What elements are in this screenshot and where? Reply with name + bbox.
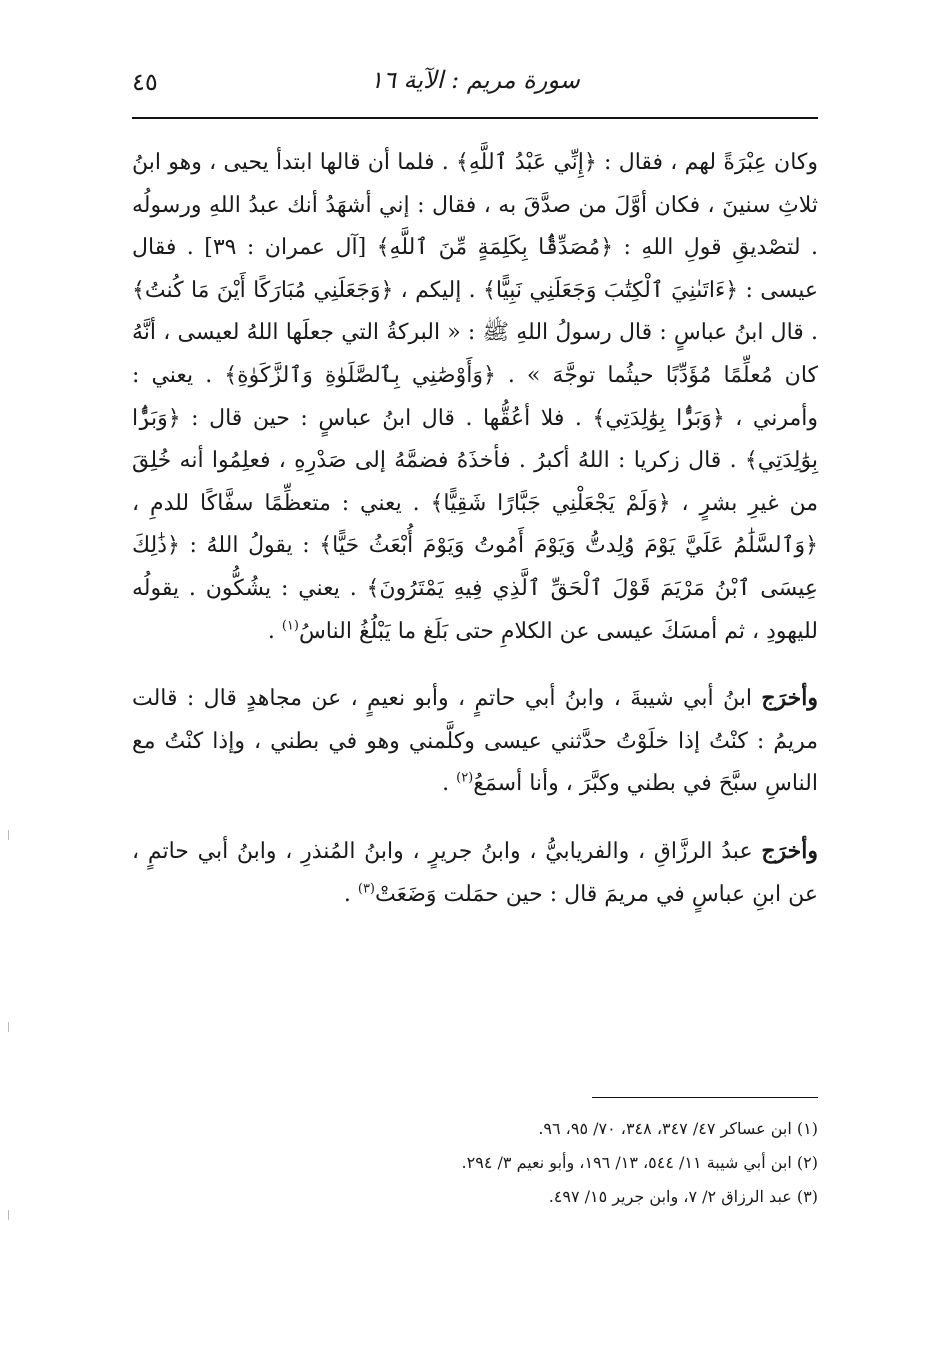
footnote: (١) ابن عساكر ٤٧/ ٣٤٧، ٣٤٨، ٧٠/ ٩٥، ٩٦. — [538, 1119, 818, 1138]
paragraph — [132, 830, 818, 916]
scan-edge-mark — [8, 1210, 9, 1220]
paragraph-end: . — [267, 618, 282, 644]
paragraph-lead-word: وأخرَج — [761, 837, 818, 864]
footnote-separator — [592, 1097, 818, 1098]
footnote-reference: (٣) — [357, 881, 375, 897]
footnote: (٢) ابن أبي شيبة ١١/ ٥٤٤، ١٣/ ١٩٦، وأبو نعيم ٣/ ٢٩٤. — [461, 1153, 818, 1172]
scan-edge-mark — [8, 1022, 9, 1032]
paragraph-gap — [132, 653, 818, 677]
main-text — [132, 142, 818, 916]
page-header — [132, 66, 818, 106]
header-rule — [132, 117, 818, 119]
footnote: (٣) عبد الرزاق ٢/ ٧، وابن جرير ١٥/ ٤٩٧. — [548, 1187, 818, 1206]
paragraph-gap — [132, 806, 818, 830]
footnotes — [132, 1112, 818, 1214]
paragraph-end: . — [343, 881, 358, 907]
running-title: سورة مريم : الآية ١٦ — [370, 66, 580, 94]
paragraph — [132, 142, 818, 653]
scan-edge-mark — [8, 830, 9, 840]
paragraph-lead-word: وأخرَج — [761, 685, 818, 712]
paragraph-text: عبدُ الرزَّاقِ ، والفريابيُّ ، وابنُ جريرٍ ، وابنُ المُنذرِ ، وابنُ أبي حاتمٍ ، عن ابنِ عباسٍ في مريمَ قال : حين حمَلت وَضَعَتْ — [132, 838, 818, 907]
footnote-reference: (٢) — [456, 770, 474, 786]
paragraph — [132, 677, 818, 806]
page-number: ٤٥ — [132, 68, 158, 96]
footnote-reference: (١) — [281, 618, 299, 634]
paragraph-text: وكان عِبْرَةً لهم ، فقال : ﴿إِنِّي عَبْدُ ٱللَّهِ﴾ . فلما أن قالها ابتدأ يحيى ، وهو ابنُ ثلاثِ سنينَ ، فكان أوَّلَ من صدَّقَ به ، فقال : إني أشهَدُ أنك عبدُ اللهِ ورسولُه . لتصْديقِ قولِ اللهِ : ﴿مُصَدِّقًۢا بِكَلِمَةٍ مِّنَ ٱللَّهِ﴾ [آل عمران : ٣٩] . فقال عيسى : ﴿ءَاتَىٰنِيَ ٱلْكِتَٰبَ وَجَعَلَنِي نَبِيًّا﴾ . إليكم ، ﴿وَجَعَلَنِي مُبَارَكًا أَيْنَ مَا كُنتُ﴾ . قال ابنُ عباسٍ : قال رسولُ اللهِ ﷺ : « البركةُ التي جعلَها اللهُ لعيسى ، أنَّهُ كان مُعلِّمًا مُؤَدِّبًا حيثُما توجَّهَ » . ﴿وَأَوْصَٰنِي بِٱلصَّلَوٰةِ وَٱلزَّكَوٰةِ﴾ . يعني : وأمرني ، ﴿وَبَرًّۢا بِوَٰلِدَتِي﴾ . فلا أعُقُّها . قال ابنُ عباسٍ : حين قال : ﴿وَبَرًّۢا بِوَٰلِدَتِي﴾ . قال زكريا : اللهُ أكبرُ . فأخذَهُ فضمَّهُ إلى صَدْرِهِ ، فعلِمُوا أنه خُلِقَ من غيرِ بشرٍ ، ﴿وَلَمْ يَجْعَلْنِي جَبَّارًا شَقِيًّا﴾ . يعني : متعظِّمًا سفَّاكًا للدمِ ، ﴿وَٱلسَّلَٰمُ عَلَيَّ يَوْمَ وُلِدتُّ وَيَوْمَ أَمُوتُ وَيَوْمَ أُبْعَثُ حَيًّا﴾ : يقولُ اللهُ : ﴿ذَٰلِكَ عِيسَى ٱبْنُ مَرْيَمَ قَوْلَ ٱلْحَقِّ ٱلَّذِي فِيهِ يَمْتَرُونَ﴾ . يعني : يشُكُّون . يقولُه لليهودِ ، ثم أمسَكَ عيسى عن الكلامِ حتى بَلَغ ما يَبْلُغُ الناسُ — [132, 150, 818, 644]
paragraph-text: ابنُ أبي شيبةَ ، وابنُ أبي حاتمٍ ، وأبو نعيمٍ ، عن مجاهدٍ قال : قالت مريمُ : كنْتُ إذا خلَوْتُ حدَّثني عيسى وكلَّمني وهو في بطني ، وإذا كنْتُ مع الناسِ سبَّحَ في بطني وكبَّرَ ، وأنا أسمَعُ — [132, 686, 818, 797]
paragraph-end: . — [442, 771, 457, 797]
